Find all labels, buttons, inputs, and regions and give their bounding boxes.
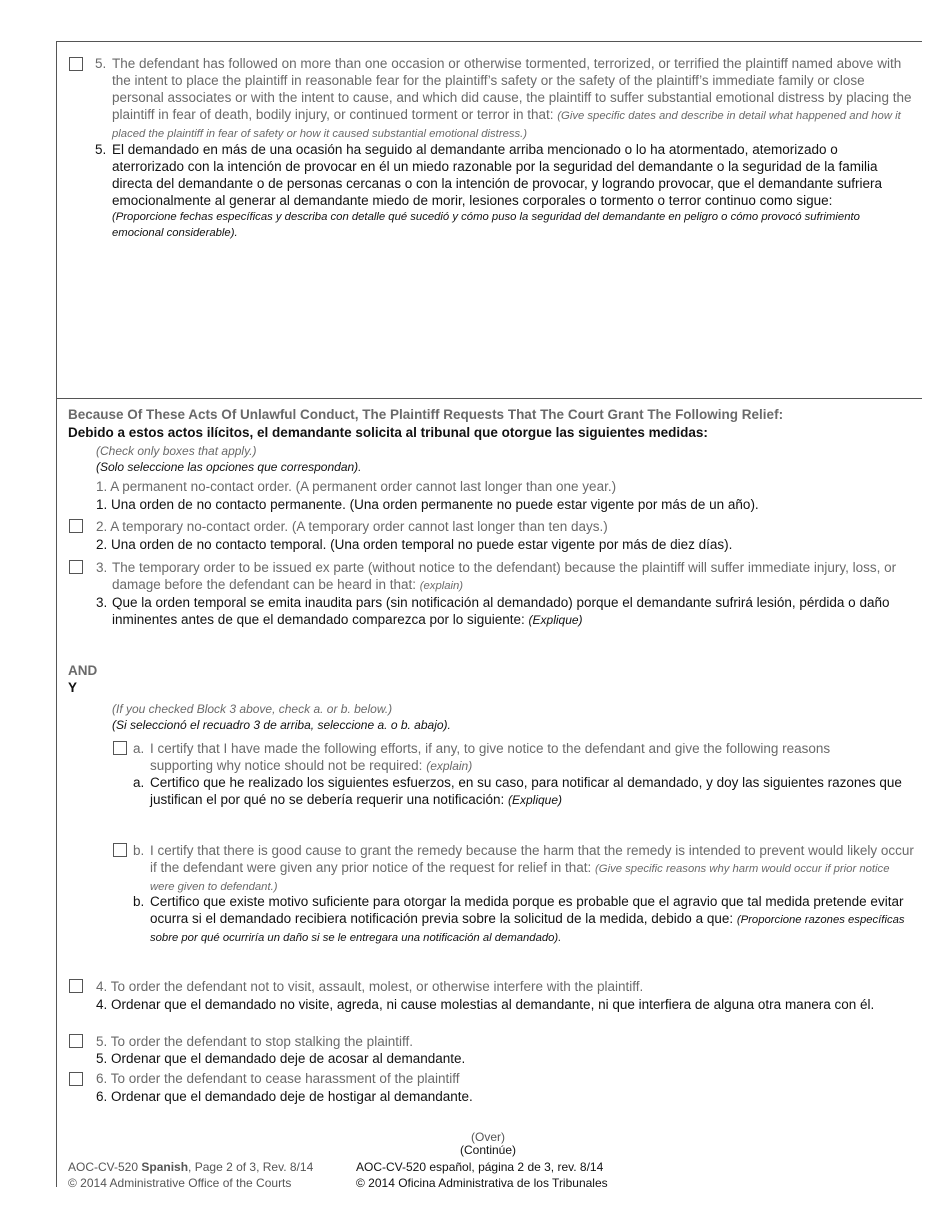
relief-item3-en-body: The temporary order to be issued ex parte (without notice to the defendant) because the plaintiff will suffer immediate injury, loss, or damage before the defendant can be heard in that: (112, 560, 897, 592)
relief-instructions-es: (Solo seleccione las opciones que correspondan). (96, 460, 362, 474)
relief-item4-es: 4. Ordenar que el demandado no visite, agreda, ni cause molestias al demandante, ni que interfiera de alguna otra manera con él. (96, 997, 875, 1012)
form-left-border (56, 41, 57, 1187)
block5-es-note: (Proporcione fechas específicas y describa con detalle qué sucedió y cómo puso la seguridad del demandante en peligro o cómo provocó sufrimiento emocional considerable). (112, 211, 860, 239)
footer-form-id-es: AOC-CV-520 español, página 2 de 3, rev. 8/14 (356, 1160, 604, 1174)
option-a-en-letter: a. (133, 741, 145, 756)
option-b-checkbox[interactable] (113, 843, 127, 857)
block5-es-number: 5. (95, 142, 107, 157)
relief-item2-es: 2. Una orden de no contacto temporal. (Una orden temporal no puede estar vigente por más de diez días). (96, 537, 733, 552)
section-divider (56, 398, 922, 399)
block5-es-text (112, 141, 912, 241)
relief-item2-checkbox[interactable] (69, 519, 83, 533)
relief-item2-en: 2. A temporary no-contact order. (A temporary order cannot last longer than ten days.) (96, 519, 608, 534)
relief-item3-es (112, 594, 902, 628)
option-b-es-letter: b. (133, 894, 145, 909)
relief-item1-es: 1. Una orden de no contacto permanente. (Una orden permanente no puede estar vigente por más de un año). (96, 497, 759, 512)
option-a-en-note: (explain) (426, 759, 473, 773)
block5-en-body: The defendant has followed on more than one occasion or otherwise tormented, terrorized, or terrified the plaintiff named above with the intent to place the plaintiff in reasonable fear for the plaintiff’s safety or the safety of the plaintiff’s immediate family or close personal associates or with the intent to cause, and which did cause, the plaintiff to suffer substantial emotional distress by placing the plaintiff in fear of death, bodily injury, or continued torment or terror in that: (112, 56, 912, 122)
relief-item5-checkbox[interactable] (69, 1034, 83, 1048)
relief-item5-es: 5. Ordenar que el demandado deje de acosar al demandante. (96, 1051, 466, 1066)
option-b-en (150, 842, 915, 895)
relief-item4-checkbox[interactable] (69, 979, 83, 993)
footer-over-en: (Over) (471, 1130, 505, 1144)
and-label-en: AND (68, 663, 98, 678)
block5-es-body: El demandado en más de una ocasión ha seguido al demandante arriba mencionado o lo ha atormentado, atemorizado o aterrorizado con la intención de provocar en él un miedo razonable por la seguridad del demandante o la seguridad de la familia directa del demandante o de personas cercanas o con la intención de provocar, y logrando provocar, que el demandante sufriera emocionalmente al generar al demandante miedo de morir, lesiones corporales o tormento o terror continuo como sigue: (112, 142, 882, 208)
footer-copyright-en: © 2014 Administrative Office of the Courts (68, 1176, 292, 1190)
footer-copyright-es: © 2014 Oficina Administrativa de los Tribunales (356, 1176, 608, 1190)
block5-checkbox[interactable] (69, 57, 83, 71)
option-b-es-body: Certifico que existe motivo suficiente para otorgar la medida porque es probable que el agravio que tal medida pretende evitar ocurra si el demandado recibiera notificación previa sobre la solicitud de la medida, debido a que: (150, 894, 904, 926)
footer-over-es: (Continúe) (459, 1143, 517, 1157)
block5-en-note: (Give specific dates and describe in detail what happened and how it placed the plaintiff in fear of safety or how it caused substantial emotional distress.) (112, 110, 901, 140)
footer-form-id-suffix: , Page 2 of 3, Rev. 8/14 (188, 1160, 314, 1174)
relief-item3-en-number: 3. (96, 560, 108, 575)
relief-item3-en-note: (explain) (419, 580, 464, 592)
relief-item3-es-number: 3. (96, 595, 108, 610)
footer-form-id-prefix: AOC-CV-520 (68, 1160, 142, 1174)
relief-item3-es-body: Que la orden temporal se emita inaudita pars (sin notificación al demandado) porque el demandante sufrirá lesión, pérdida o daño inminentes antes de que el demandado comparezca por lo siguiente: (112, 595, 890, 627)
block5-en-text (112, 55, 912, 142)
relief-item1-en: 1. A permanent no-contact order. (A permanent order cannot last longer than one year.) (96, 479, 617, 494)
option-b-en-letter: b. (133, 843, 145, 858)
footer-form-language: Spanish (141, 1160, 189, 1174)
relief-item6-checkbox[interactable] (69, 1072, 83, 1086)
option-b-es (150, 893, 918, 946)
option-a-es-note: (Explique) (507, 793, 563, 807)
option-b-es-note: (Proporcione razones específicas sobre por qué ocurriría un daño si se le entregara una notificación al demandado). (150, 914, 905, 944)
relief-item3-en (112, 559, 912, 594)
option-a-checkbox[interactable] (113, 741, 127, 755)
option-a-es-letter: a. (133, 775, 145, 790)
option-a-es-body: Certifico que he realizado los siguientes esfuerzos, en su caso, para notificar al demandado, y doy las siguientes razones que justifican el por qué no se debería requerir una notificación: (150, 775, 902, 807)
and-label-es: Y (68, 680, 78, 695)
sub-instructions-es: (Si seleccionó el recuadro 3 de arriba, seleccione a. o b. abajo). (112, 718, 451, 732)
form-top-border (56, 41, 922, 42)
relief-item6-en: 6. To order the defendant to cease harassment of the plaintiff (96, 1071, 460, 1086)
option-b-en-body: I certify that there is good cause to grant the remedy because the harm that the remedy is intended to prevent would likely occur if the defendant were given any prior notice of the request for relief in that: (150, 843, 914, 875)
relief-item3-checkbox[interactable] (69, 560, 83, 574)
relief-instructions-en: (Check only boxes that apply.) (96, 444, 257, 458)
footer-form-id-en (68, 1160, 313, 1175)
option-a-en (150, 740, 870, 774)
relief-heading-en: Because Of These Acts Of Unlawful Conduct, The Plaintiff Requests That The Court Grant The Following Relief: (68, 407, 784, 422)
option-b-en-note: (Give specific reasons why harm would occur if prior notice were given to defendant.) (150, 863, 890, 893)
relief-item6-es: 6. Ordenar que el demandado deje de hostigar al demandante. (96, 1089, 473, 1104)
relief-item5-en: 5. To order the defendant to stop stalking the plaintiff. (96, 1034, 413, 1049)
block5-en-number: 5. (95, 56, 107, 71)
relief-item4-en: 4. To order the defendant not to visit, assault, molest, or otherwise interfere with the plaintiff. (96, 979, 644, 994)
option-a-es (150, 774, 910, 808)
relief-heading-es: Debido a estos actos ilícitos, el demandante solicita al tribunal que otorgue las siguientes medidas: (68, 425, 708, 440)
option-a-en-body: I certify that I have made the following efforts, if any, to give notice to the defendant and give the following reasons supporting why notice should not be required: (150, 741, 831, 773)
relief-item3-es-note: (Explique) (528, 613, 583, 627)
sub-instructions-en: (If you checked Block 3 above, check a. or b. below.) (112, 702, 393, 716)
